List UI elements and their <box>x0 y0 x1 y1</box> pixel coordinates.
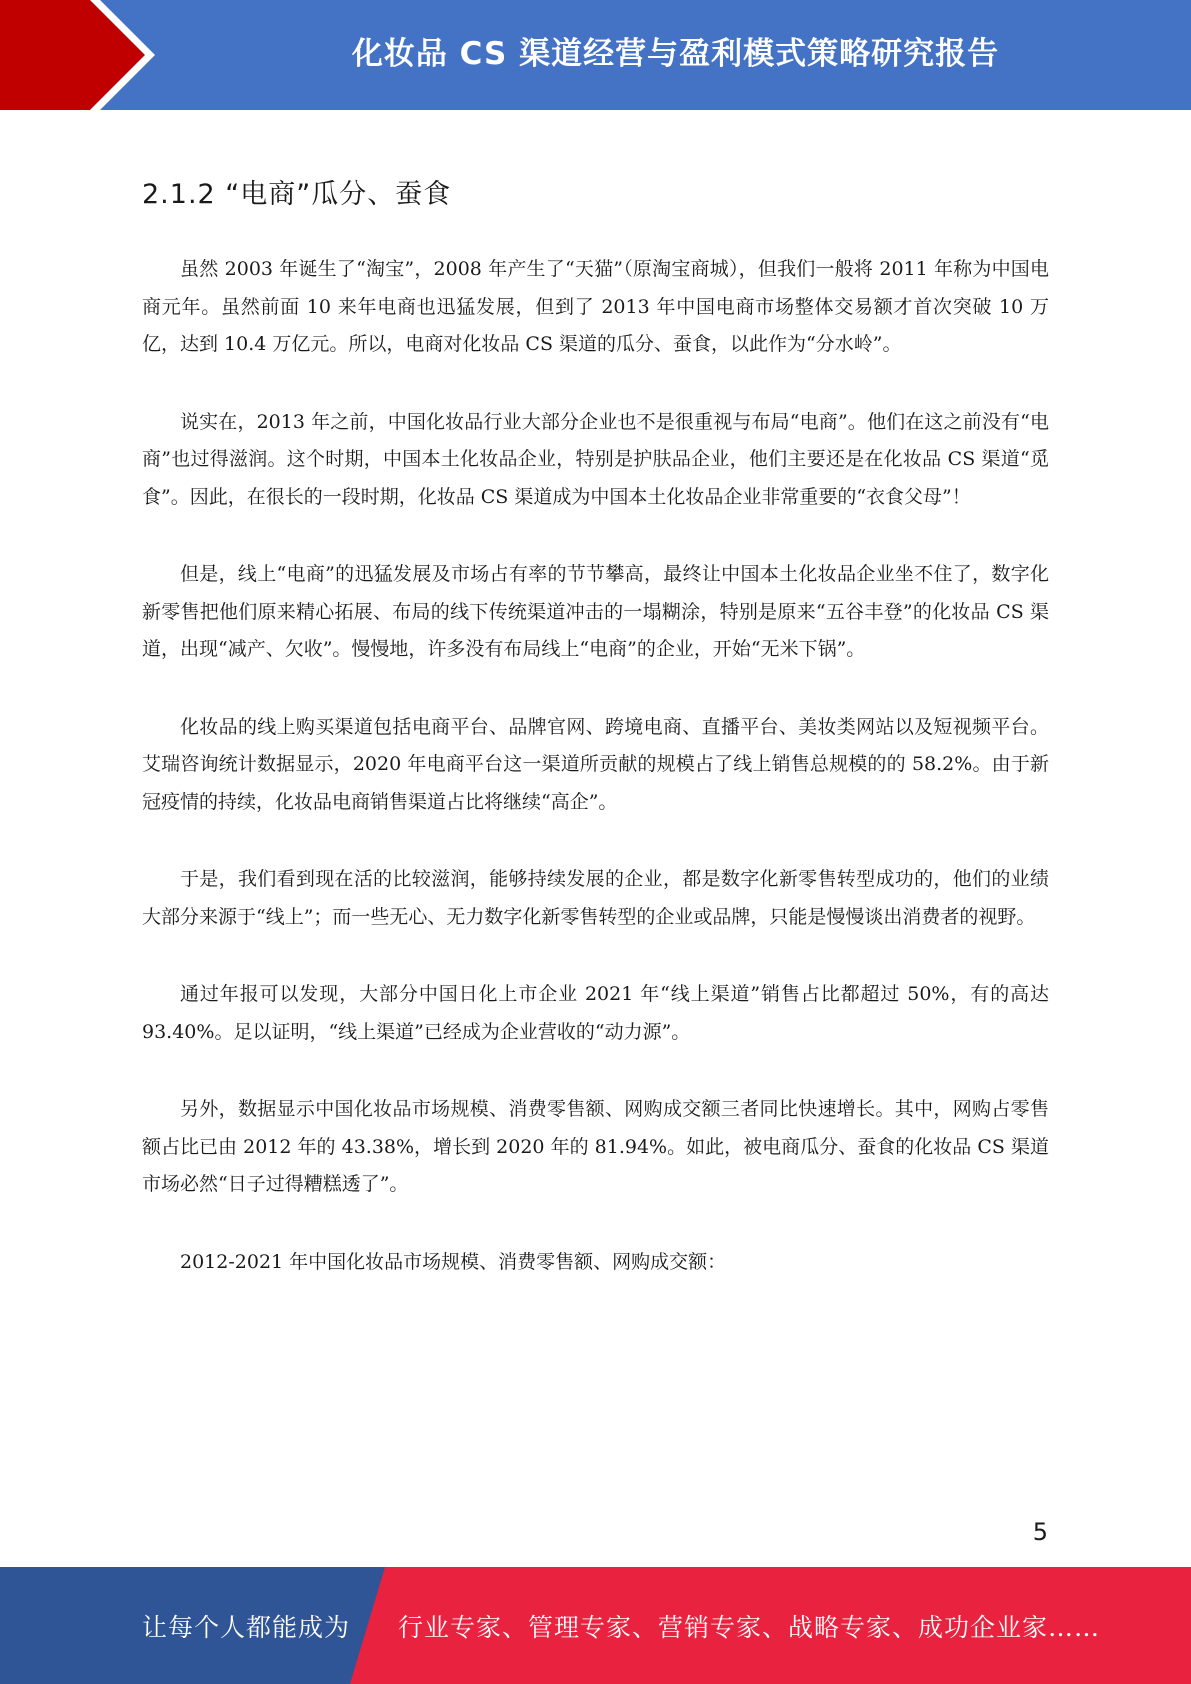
paragraph: 说实在，2013 年之前，中国化妆品行业大部分企业也不是很重视与布局“电商”。他们在这之前没有“电商”也过得滋润。这个时期，中国本土化妆品企业，特别是护肤品企业，他们主要还是在化妆品 CS 渠道“觅食”。因此，在很长的一段时期，化妆品 CS 渠道成为中国本土化妆品企业非常重要的“衣食父母”！ <box>142 410 1049 508</box>
section-heading: 2.1.2 “电商”瓜分、蚕食 <box>142 179 452 210</box>
main-content <box>142 160 1049 1321</box>
header-title: 化妆品 CS 渠道经营与盈利模式策略研究报告 <box>351 35 1000 72</box>
paragraph: 另外，数据显示中国化妆品市场规模、消费零售额、网购成交额三者同比快速增长。其中，网购占零售额占比已由 2012 年的 43.38%，增长到 2020 年的 81.94%。如此，被电商瓜分、蚕食的化妆品 CS 渠道市场必然“日子过得糟糕透了”。 <box>142 1098 1049 1195</box>
paragraph: 化妆品的线上购买渠道包括电商平台、品牌官网、跨境电商、直播平台、美妆类网站以及短视频平台。艾瑞咨询统计数据显示，2020 年电商平台这一渠道所贡献的规模占了线上销售总规模的的 58.2%。由于新冠疫情的持续，化妆品电商销售渠道占比将继续“高企”。 <box>142 715 1049 813</box>
paragraph: 2012-2021 年中国化妆品市场规模、消费零售额、网购成交额： <box>180 1250 727 1273</box>
paragraph: 但是，线上“电商”的迅猛发展及市场占有率的节节攀高，最终让中国本土化妆品企业坐不住了，数字化新零售把他们原来精心拓展、布局的线下传统渠道冲击的一塌糊涂，特别是原来“五谷丰登”的化妆品 CS 渠道，出现“减产、欠收”。慢慢地，许多没有布局线上“电商”的企业，开始“无米下锅”。 <box>142 563 1049 660</box>
header-band <box>0 0 1191 110</box>
header-arrow-decoration <box>0 0 160 110</box>
page-number: 5 <box>1032 1518 1048 1546</box>
paragraph: 虽然 2003 年诞生了“淘宝”，2008 年产生了“天猫”（原淘宝商城），但我们一般将 2011 年称为中国电商元年。虽然前面 10 来年电商也迅猛发展，但到了 2013 年中国电商市场整体交易额才首次突破 10 万亿，达到 10.4 万亿元。所以，电商对化妆品 CS 渠道的瓜分、蚕食，以此作为“分水岭”。 <box>142 258 1049 355</box>
paragraph: 通过年报可以发现，大部分中国日化上市企业 2021 年“线上渠道”销售占比都超过 50%，有的高达 93.40%。足以证明，“线上渠道”已经成为企业营收的“动力源”。 <box>142 983 1049 1043</box>
footer-slogan-left: 让每个人都能成为 <box>142 1612 351 1642</box>
footer-slogan-right: 行业专家、管理专家、营销专家、战略专家、成功企业家…… <box>398 1612 1101 1642</box>
paragraph: 于是，我们看到现在活的比较滋润，能够持续发展的企业，都是数字化新零售转型成功的，他们的业绩大部分来源于“线上”；而一些无心、无力数字化新零售转型的企业或品牌，只能是慢慢谈出消费者的视野。 <box>142 868 1049 928</box>
footer-band <box>0 1567 1191 1684</box>
